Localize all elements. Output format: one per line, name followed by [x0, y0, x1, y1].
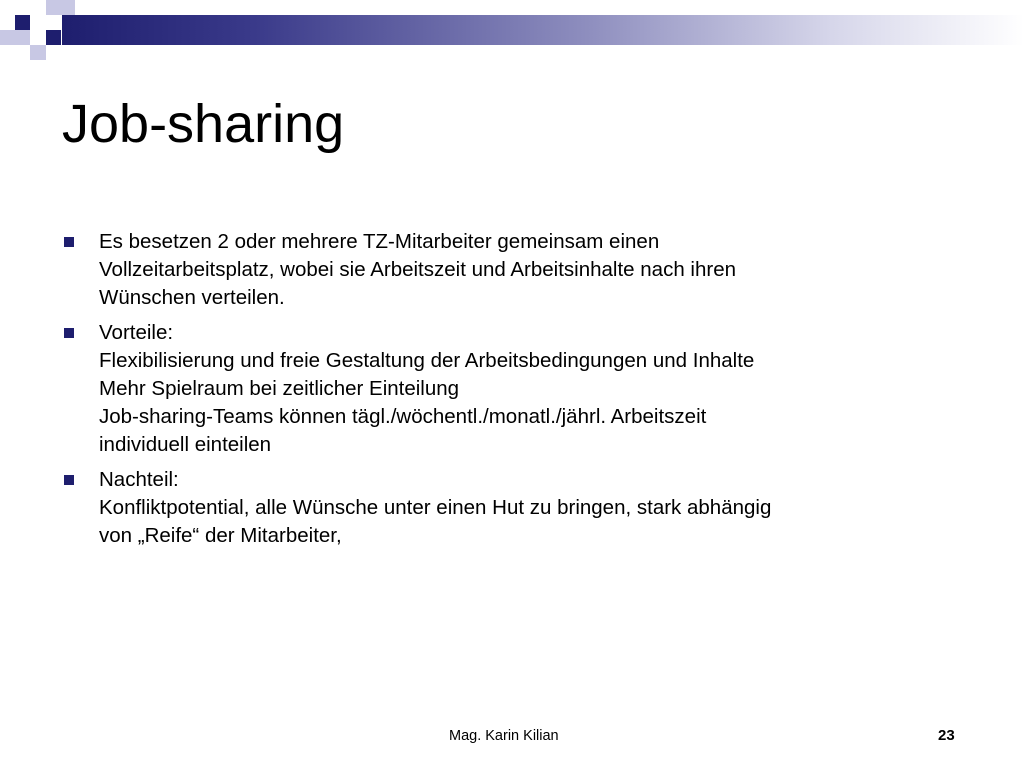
bullet-line: Flexibilisierung und freie Gestaltung der Arbeitsbedingungen und Inhalte: [99, 349, 755, 372]
bullet-line: Konfliktpotential, alle Wünsche unter einen Hut zu bringen, stark abhängig: [99, 496, 772, 519]
bullet-line: Mehr Spielraum bei zeitlicher Einteilung: [99, 377, 460, 400]
bullet-line: Vollzeitarbeitsplatz, wobei sie Arbeitszeit und Arbeitsinhalte nach ihren: [99, 258, 737, 281]
bullet-line: Es besetzen 2 oder mehrere TZ-Mitarbeiter gemeinsam einen: [99, 230, 660, 253]
bullet-line: von „Reife“ der Mitarbeiter,: [99, 524, 342, 547]
decorative-square: [46, 0, 75, 15]
footer-author: Mag. Karin Kilian: [449, 728, 559, 744]
bullet-item: [62, 228, 962, 312]
slide-title: Job-sharing: [62, 94, 345, 154]
decorative-square: [46, 30, 61, 45]
decorative-square: [0, 30, 30, 45]
bullet-line: Job-sharing-Teams können tägl./wöchentl./monatl./jährl. Arbeitszeit: [99, 405, 707, 428]
bullet-list: [62, 228, 962, 557]
square-bullet-icon: [64, 475, 74, 485]
bullet-line: Wünschen verteilen.: [99, 286, 285, 309]
bullet-line: Nachteil:: [99, 468, 179, 491]
decorative-square: [15, 15, 30, 30]
square-bullet-icon: [64, 237, 74, 247]
bullet-item: [62, 466, 962, 550]
page-number: 23: [938, 727, 955, 744]
header-gradient-bar: [62, 15, 1024, 45]
bullet-line: Vorteile:: [99, 321, 174, 344]
bullet-line: individuell einteilen: [99, 433, 272, 456]
square-bullet-icon: [64, 328, 74, 338]
bullet-item: [62, 319, 962, 459]
decorative-square: [30, 45, 46, 60]
